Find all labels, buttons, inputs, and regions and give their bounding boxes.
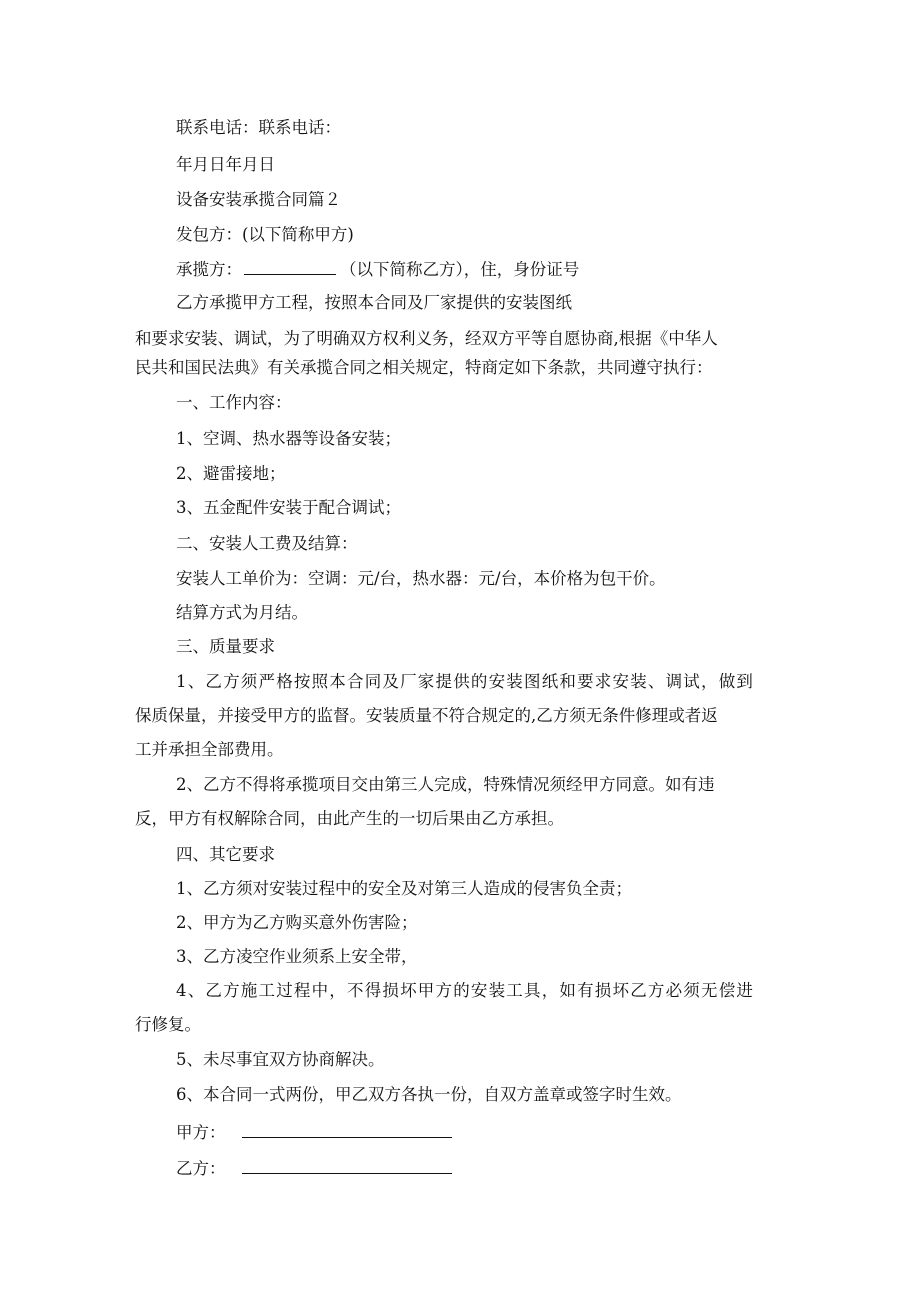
section-1-item-3: 3、五金配件安装于配合调试；	[176, 498, 401, 517]
section-4-item-1: 1、乙方须对安装过程中的安全及对第三人造成的侵害负全责；	[176, 879, 632, 898]
party-b-signature-blank	[242, 1155, 452, 1174]
contractor-line	[176, 256, 836, 282]
section-4-item-4-line-2: 行修复。	[135, 1015, 201, 1034]
section-4-item-4-line-1: 4、乙方施工过程中，不得损坏甲方的安装工具，如有损坏乙方必须无偿进	[176, 981, 755, 1000]
contact-phone-line: 联系电话：联系电话：	[176, 118, 341, 137]
intro-paragraph-line-2: 和要求安装、调试，为了明确双方权利义务，经双方平等自愿协商,根据《中华人	[135, 329, 718, 348]
section-1-item-1: 1、空调、热水器等设备安装；	[176, 429, 401, 448]
section-3-item-2-line-2: 反，甲方有权解除合同，由此产生的一切后果由乙方承担。	[135, 809, 564, 828]
party-a-signature-line	[176, 1119, 836, 1145]
section-2-settlement: 结算方式为月结。	[176, 603, 308, 622]
contractor-label: 承揽方：	[176, 260, 242, 279]
intro-paragraph-line-3: 民共和国民法典》有关承揽合同之相关规定，特商定如下条款，共同遵守执行：	[135, 358, 713, 377]
section-3-item-1-line-1: 1、乙方须严格按照本合同及厂家提供的安装图纸和要求安装、调试，做到	[176, 672, 755, 691]
section-3-item-1-line-3: 工并承担全部费用。	[135, 740, 284, 759]
intro-paragraph-line-1: 乙方承揽甲方工程，按照本合同及厂家提供的安装图纸	[176, 293, 572, 312]
section-3-item-2-line-1: 2、乙方不得将承揽项目交由第三人完成，特殊情况须经甲方同意。如有违	[176, 775, 715, 794]
party-b-signature-line	[176, 1155, 836, 1181]
section-1-item-2: 2、避雷接地；	[176, 464, 286, 483]
section-3-heading: 三、质量要求	[176, 637, 275, 656]
employer-line: 发包方：(以下简称甲方)	[176, 225, 354, 244]
contractor-name-blank	[244, 256, 336, 275]
party-a-signature-blank	[242, 1119, 452, 1138]
section-4-item-3: 3、乙方凌空作业须系上安全带，	[176, 947, 418, 966]
section-4-heading: 四、其它要求	[176, 845, 275, 864]
section-1-heading: 一、工作内容：	[176, 393, 292, 412]
contract-title: 设备安装承揽合同篇２	[176, 190, 341, 209]
party-b-label: 乙方：	[176, 1159, 226, 1178]
contractor-rest: （以下简称乙方），住，身份证号	[340, 260, 580, 279]
section-4-item-5: 5、未尽事宜双方协商解决。	[176, 1050, 385, 1069]
section-3-item-1-line-2: 保质保量，并接受甲方的监督。安装质量不符合规定的,乙方须无条件修理或者返	[135, 706, 718, 725]
section-2-unit-price: 安装人工单价为：空调：元/台，热水器：元/台，本价格为包干价。	[176, 569, 666, 588]
party-a-label: 甲方：	[176, 1123, 226, 1142]
section-4-item-6: 6、本合同一式两份，甲乙双方各执一份，自双方盖章或签字时生效。	[176, 1085, 682, 1104]
section-4-item-2: 2、甲方为乙方购买意外伤害险；	[176, 913, 418, 932]
section-2-heading: 二、安装人工费及结算：	[176, 534, 358, 553]
date-line: 年月日年月日	[176, 155, 275, 174]
